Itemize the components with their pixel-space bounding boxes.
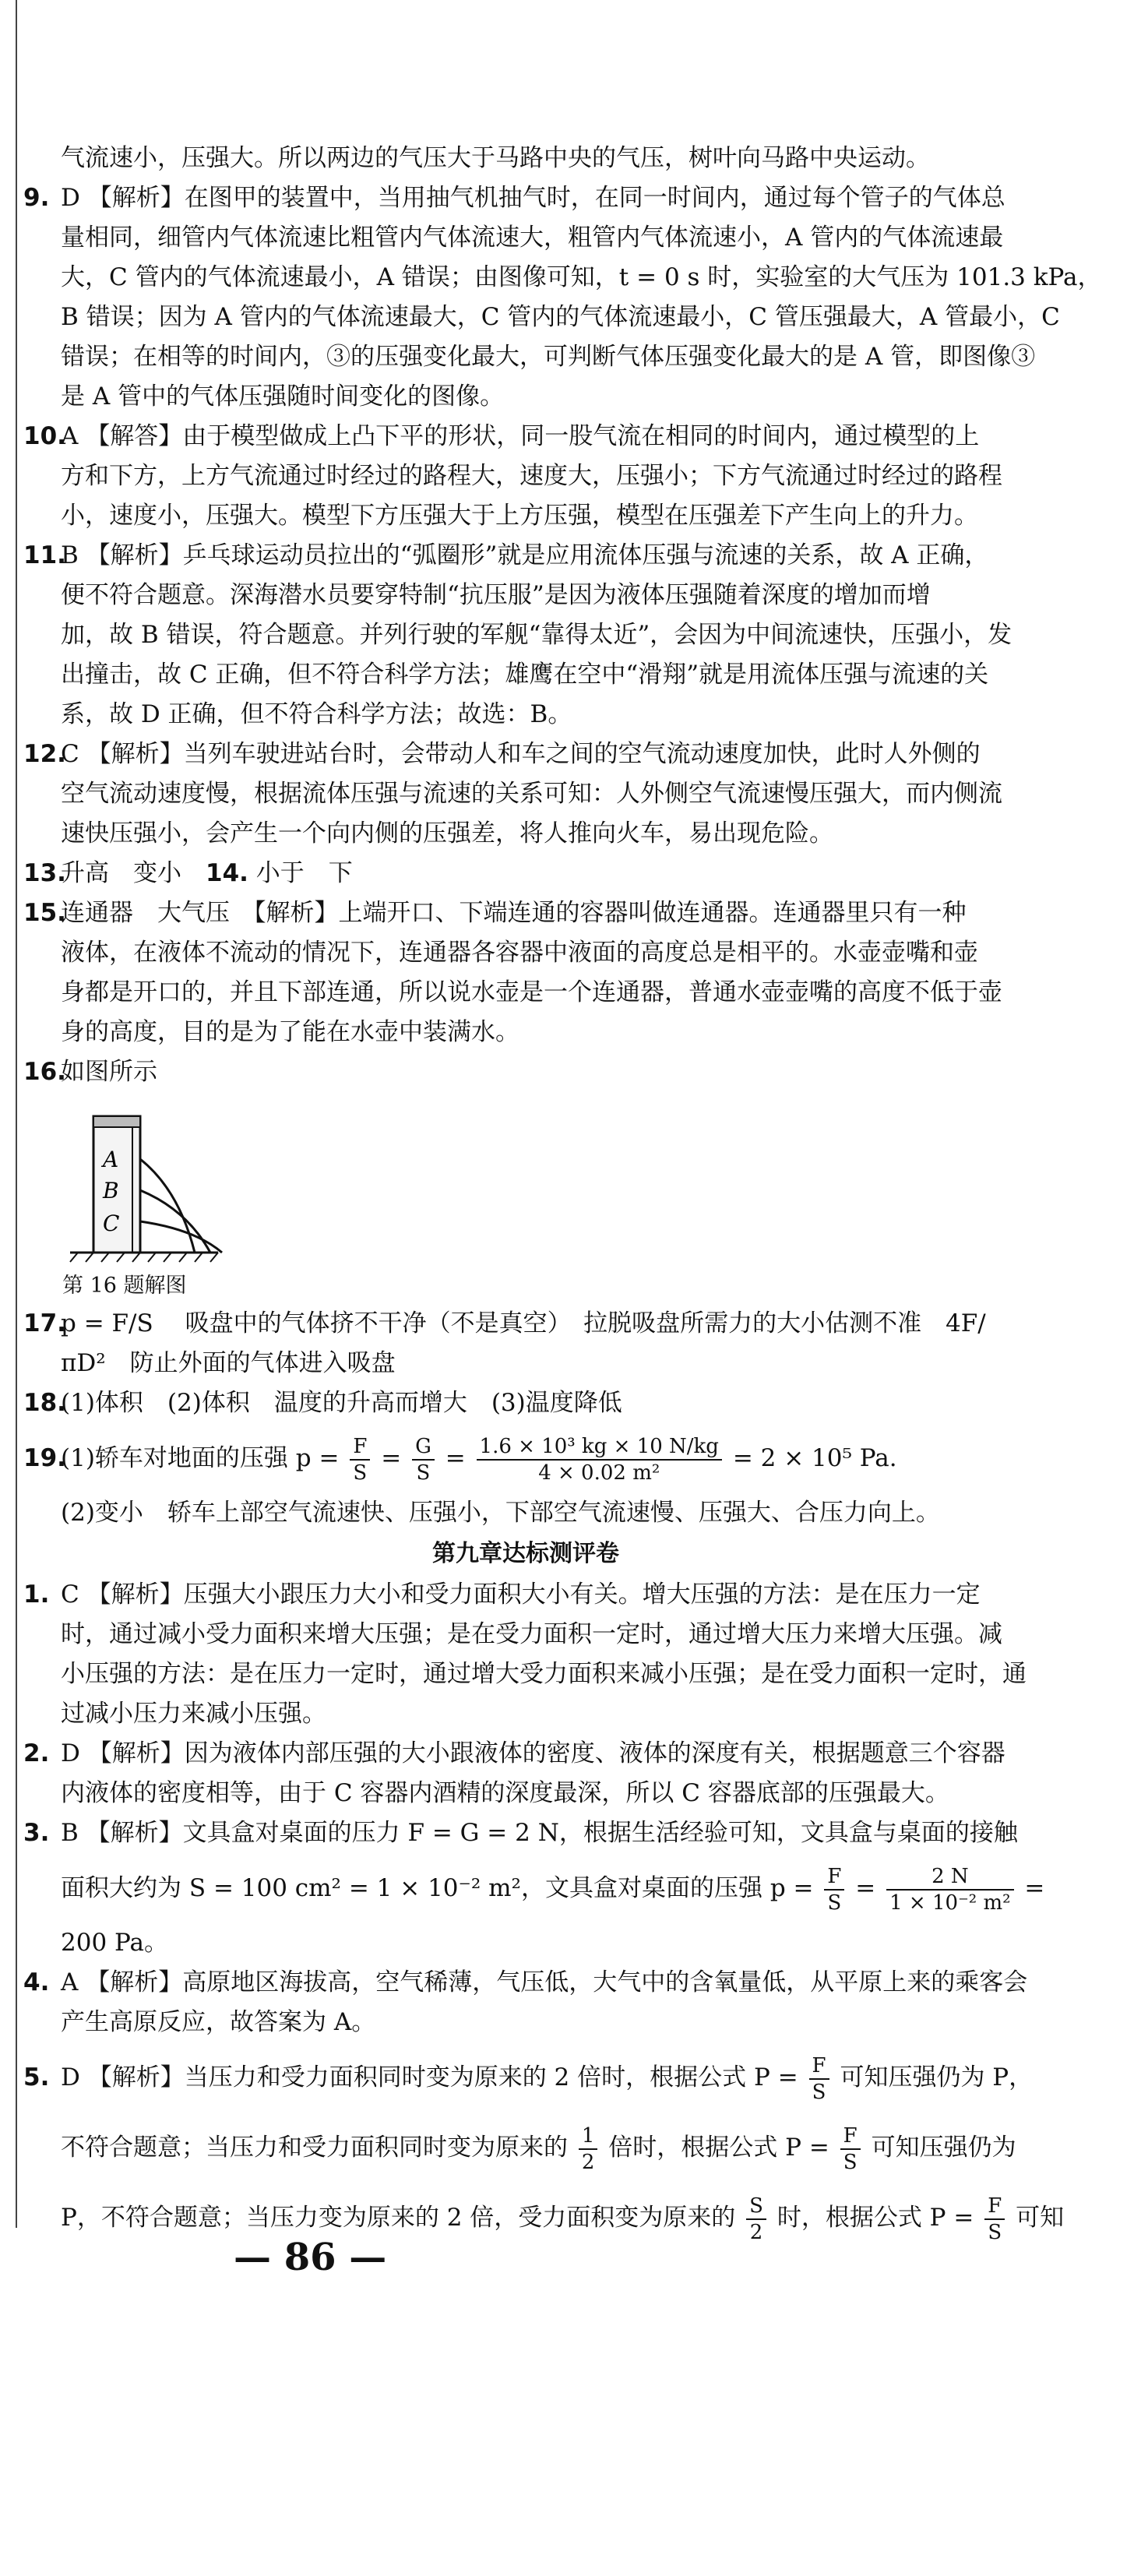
formula-text: (1)轿车对地面的压强 p = — [61, 1444, 340, 1472]
formula-text: = 2 × 10⁵ Pa. — [732, 1444, 897, 1472]
formula-line — [61, 1853, 1045, 1923]
figure-caption: 第 16 题解图 — [62, 1274, 187, 1298]
denominator: 2 — [749, 2220, 763, 2244]
item-number: 14. — [206, 859, 248, 887]
jet-c — [140, 1221, 222, 1253]
text-line: C 【解析】当列车驶进站台时，会带动人和车之间的空气流动速度加快，此时人外侧的 — [61, 740, 981, 768]
denominator: S — [827, 1891, 842, 1915]
answer-content — [23, 139, 1102, 2253]
formula-text: 时，根据公式 P = — [777, 2204, 974, 2232]
text-line: 时，通过减小受力面积来增大压强；是在受力面积一定时，通过增大压力来增大压强。减 — [61, 1620, 1002, 1648]
denominator: 4 × 0.02 m² — [538, 1461, 660, 1485]
text-line: 200 Pa。 — [61, 1929, 168, 1957]
text-line: πD² 防止外面的气体进入吸盘 — [61, 1349, 396, 1377]
text-line: 内液体的密度相等，由于 C 容器内酒精的深度最深，所以 C 容器底部的压强最大。 — [61, 1779, 949, 1807]
denominator: S — [988, 2220, 1002, 2244]
item-number: 5. — [23, 2063, 50, 2091]
numerator: 1 — [579, 2126, 598, 2150]
formula-text: 不符合题意；当压力和受力面积同时变为原来的 — [61, 2134, 568, 2162]
label-c: C — [103, 1210, 120, 1236]
denominator: 2 — [581, 2150, 595, 2174]
answer-item-9 — [23, 178, 1102, 417]
item-number: 1. — [23, 1580, 50, 1609]
test-item-3 — [23, 1813, 1045, 1963]
item-number: 4. — [23, 1968, 50, 1996]
formula-line — [61, 2042, 1034, 2113]
formula-text: D 【解析】当压力和受力面积同时变为原来的 2 倍时，根据公式 P = — [61, 2063, 798, 2091]
text-line: 系，故 D 正确，但不符合科学方法；故选：B。 — [61, 700, 572, 728]
equals-sign: = — [1024, 1874, 1045, 1902]
text-line: B 【解析】文具盒对桌面的压力 F = G = 2 N，根据生活经验可知，文具盒与桌面的接触 — [61, 1819, 1018, 1847]
numerator: F — [840, 2126, 861, 2150]
text-line: D 【解析】在图甲的装置中，当用抽气机抽气时，在同一时间内，通过每个管子的气体总 — [61, 184, 1005, 212]
figure-16-water-column — [62, 1097, 234, 1268]
text-line: (1)体积 (2)体积 温度的升高而增大 (3)温度降低 — [61, 1389, 622, 1417]
item-number: 15. — [23, 899, 66, 927]
answer-item-18 — [23, 1383, 1028, 1423]
answer-item-10 — [23, 417, 1028, 536]
item-number: 19. — [23, 1444, 66, 1472]
text-line: B 错误；因为 A 管内的气体流速最大，C 管内的气体流速最小，C 管压强最大，A 管最小，C — [61, 303, 1060, 331]
item-number: 13. — [23, 859, 66, 887]
answer-item-12 — [23, 735, 1028, 854]
numerator: 2 N — [886, 1866, 1013, 1891]
text-line: 身都是开口的，并且下部连通，所以说水壶是一个连通器，普通水壶壶嘴的高度不低于壶 — [61, 978, 1002, 1006]
answer-13: 升高 变小 — [61, 859, 206, 887]
text-line: 便不符合题意。深海潜水员要穿特制“抗压服”是因为液体压强随着深度的增加而增 — [61, 581, 931, 609]
item-number: 3. — [23, 1819, 50, 1847]
text-line: A 【解答】由于模型做成上凸下平的形状，同一股气流在相同的时间内，通过模型的上 — [61, 422, 980, 450]
equals-sign: = — [381, 1444, 402, 1472]
text-line: 出撞击，故 C 正确，但不符合科学方法；雄鹰在空中“滑翔”就是用流体压强与流速的关 — [61, 661, 989, 689]
text-line: 液体，在液体不流动的情况下，连通器各容器中液面的高度总是相平的。水壶壶嘴和壶 — [61, 939, 978, 967]
text-line: 身的高度，目的是为了能在水壶中装满水。 — [61, 1018, 519, 1046]
item-number: 11. — [23, 541, 66, 569]
text-line: B 【解析】乒乓球运动员拉出的“弧圈形”就是应用流体压强与流速的关系，故 A 正确， — [61, 541, 989, 569]
formula-text: 可知压强仍为 P， — [840, 2063, 1034, 2091]
numerator: S — [746, 2196, 766, 2220]
numerator: F — [809, 2056, 829, 2080]
formula-text: 可知压强仍为 — [871, 2134, 1016, 2162]
denominator: S — [812, 2080, 826, 2104]
formula-line — [61, 1423, 1028, 1493]
answer-item-11 — [23, 536, 1028, 735]
text-line: 空气流动速度慢，根据流体压强与流速的关系可知：人外侧空气流速慢压强大，而内侧流 — [61, 780, 1002, 808]
text-line: p = F/S 吸盘中的气体挤不干净（不是真空） 拉脱吸盘所需力的大小估测不准 4F/ — [61, 1309, 986, 1337]
item-number: 10. — [23, 422, 66, 450]
item-number: 16. — [23, 1058, 66, 1086]
denominator: S — [416, 1461, 431, 1485]
text-line — [61, 854, 1028, 893]
text-line: 方和下方，上方气流通过时经过的路程大，速度大，压强小；下方气流通过时经过的路程 — [61, 462, 1002, 490]
label-b: B — [103, 1178, 119, 1203]
test-item-2 — [23, 1734, 1028, 1813]
numerator: F — [350, 1436, 370, 1461]
binding-margin-line — [16, 0, 17, 2228]
item-number: 9. — [23, 184, 50, 212]
text-line: D 【解析】因为液体内部压强的大小跟液体的密度、液体的深度有关，根据题意三个容器 — [61, 1739, 1005, 1767]
text-line: 是 A 管中的气体压强随时间变化的图像。 — [61, 382, 505, 411]
text-line: 产生高原反应，故答案为 A。 — [61, 2008, 376, 2036]
label-a: A — [103, 1147, 119, 1172]
text-line: 错误；在相等的时间内，③的压强变化最大，可判断气体压强变化最大的是 A 管，即图像③ — [61, 343, 1036, 371]
numerator: F — [984, 2196, 1005, 2220]
fraction-numeric — [886, 1866, 1013, 1913]
item-number: 2. — [23, 1739, 50, 1767]
text-line: 连通器 大气压 【解析】上端开口、下端连通的容器叫做连通器。连通器里只有一种 — [61, 899, 967, 927]
fraction-f-over-s — [809, 2053, 829, 2104]
denominator: 1 × 10⁻² m² — [889, 1891, 1011, 1915]
answer-item-16 — [23, 1052, 1028, 1092]
answer-item-15 — [23, 893, 1028, 1052]
fraction-f-over-s — [824, 1866, 844, 1913]
fraction-f-over-s — [984, 2196, 1005, 2243]
text-line: A 【解析】高原地区海拔高，空气稀薄，气压低，大气中的含氧量低，从平原上来的乘客会 — [61, 1968, 1028, 1996]
item-number: 17. — [23, 1309, 66, 1337]
text-line: 如图所示 — [61, 1058, 157, 1086]
formula-line — [61, 2183, 1065, 2253]
ground-hatch — [70, 1253, 218, 1262]
section-title: 第九章达标测评卷 — [432, 1540, 619, 1567]
text-line: (2)变小 轿车上部空气流速快、压强小，下部空气流速慢、压强大、合压力向上。 — [61, 1499, 940, 1527]
denominator: S — [353, 1461, 368, 1485]
fraction-f-over-s — [840, 2123, 861, 2174]
equals-sign: = — [855, 1874, 876, 1902]
text-line: 加，故 B 错误，符合题意。并列行驶的军舰“靠得太近”，会因为中间流速快，压强小，发 — [61, 621, 1012, 649]
formula-text: 倍时，根据公式 P = — [608, 2134, 829, 2162]
fraction-numeric — [477, 1436, 722, 1483]
formula-text: P，不符合题意；当压力变为原来的 2 倍，受力面积变为原来的 — [61, 2204, 736, 2232]
equals-sign: = — [445, 1444, 466, 1472]
item-number: 18. — [23, 1389, 66, 1417]
text-line: C 【解析】压强大小跟压力大小和受力面积大小有关。增大压强的方法：是在压力一定 — [61, 1580, 981, 1609]
text-line: 小，速度小，压强大。模型下方压强大于上方压强，模型在压强差下产生向上的升力。 — [61, 502, 978, 530]
numerator: G — [412, 1436, 435, 1461]
formula-text: 面积大约为 S = 100 cm² = 1 × 10⁻² m²，文具盒对桌面的压强 p = — [61, 1874, 814, 1902]
test-item-4 — [23, 1963, 1028, 2042]
text-line: 气流速小，压强大。所以两边的气压大于马路中央的气压，树叶向马路中央运动。 — [61, 144, 930, 172]
text-line: 量相同，细管内气体流速比粗管内气体流速大，粗管内气体流速小，A 管内的气体流速最 — [61, 224, 1004, 252]
fraction-g-over-s — [412, 1436, 435, 1483]
test-item-1 — [23, 1575, 1028, 1734]
answer-item-13-14 — [23, 854, 1028, 893]
text-line: 大，C 管内的气体流速最小，A 错误；由图像可知，t = 0 s 时，实验室的大气压为 101.3 kPa， — [61, 263, 1102, 291]
numerator: F — [824, 1866, 844, 1891]
answer-item-17 — [23, 1304, 1028, 1383]
page-number: — 86 — — [234, 2236, 387, 2279]
figure-16-drawing — [62, 1097, 234, 1268]
fraction-f-over-s — [350, 1436, 370, 1483]
numerator: 1.6 × 10³ kg × 10 N/kg — [477, 1436, 722, 1461]
fraction-one-half — [579, 2123, 598, 2174]
answer-item-19 — [23, 1423, 1028, 1533]
formula-text: 可知 — [1016, 2204, 1065, 2232]
answer-14: 小于 下 — [255, 859, 353, 887]
text-line: 过减小压力来减小压强。 — [61, 1700, 326, 1728]
container-rim — [93, 1116, 140, 1127]
denominator: S — [843, 2150, 858, 2174]
item-number: 12. — [23, 740, 66, 768]
test-item-5 — [23, 2042, 1065, 2253]
formula-line — [61, 2113, 1028, 2183]
fraction-s-over-two — [746, 2196, 766, 2243]
text-line: 小压强的方法：是在压力一定时，通过增大受力面积来减小压强；是在受力面积一定时，通 — [61, 1660, 1027, 1688]
text-line: 速快压强小，会产生一个向内侧的压强差，将人推向火车，易出现危险。 — [61, 819, 833, 848]
